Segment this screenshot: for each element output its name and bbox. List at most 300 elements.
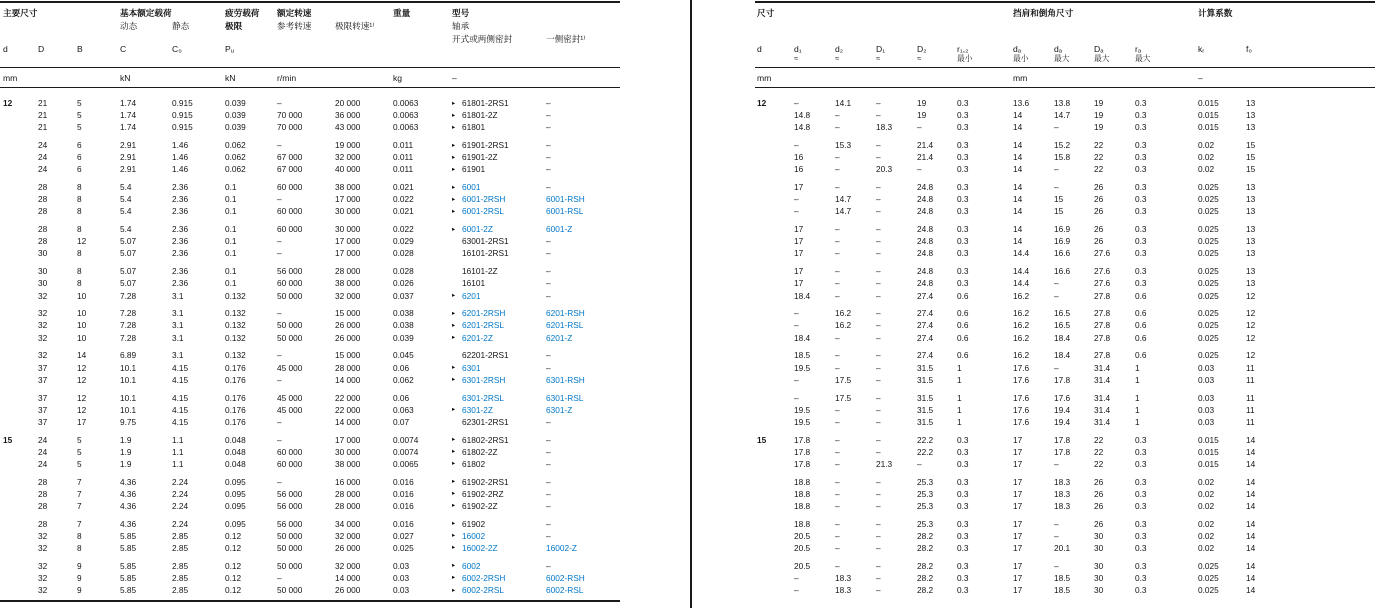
- bearing-link[interactable]: 6001-Z: [546, 224, 573, 235]
- cell: 24: [38, 140, 48, 151]
- cell: –: [835, 290, 840, 301]
- cell: 0.132: [225, 308, 246, 319]
- cell: 0.095: [225, 488, 246, 499]
- column-letter: d₁: [794, 44, 802, 54]
- cell: –: [876, 530, 881, 541]
- cell: 16.2: [1013, 308, 1030, 319]
- bearing-link[interactable]: 6301-RSL: [546, 392, 584, 403]
- bearing-link[interactable]: 6002-2RSH: [462, 572, 506, 583]
- cell: 26: [1094, 194, 1104, 205]
- cell: 0.1: [225, 278, 237, 289]
- cell: 17: [1013, 518, 1023, 529]
- units-row: [755, 72, 1375, 83]
- cell: 0.025: [1198, 350, 1219, 361]
- cell: 50 000: [277, 542, 303, 553]
- column-sublabel: 最大: [1054, 54, 1070, 63]
- cell: –: [835, 350, 840, 361]
- cell: 0.176: [225, 362, 246, 373]
- bearing-link[interactable]: 6201-2Z: [462, 332, 493, 343]
- cell: 28: [38, 500, 48, 511]
- cell: 0.3: [1135, 572, 1147, 583]
- cell: 17: [794, 278, 804, 289]
- table-row: [755, 290, 1375, 302]
- cell: 7.28: [120, 332, 137, 343]
- cell: 0.025: [1198, 290, 1219, 301]
- bearing-link[interactable]: 6201: [462, 290, 481, 301]
- cell: 24: [38, 434, 48, 445]
- cell: 0.02: [1198, 530, 1215, 541]
- cell: 28: [38, 476, 48, 487]
- cell: 0.028: [393, 266, 414, 277]
- table-row: [0, 542, 690, 554]
- cell: –: [1054, 530, 1059, 541]
- cell: 31.4: [1094, 362, 1111, 373]
- column-letter: C₀: [172, 44, 182, 54]
- cell: 0.3: [957, 224, 969, 235]
- cell: 0.3: [1135, 248, 1147, 259]
- cell: –: [835, 236, 840, 247]
- cell: 2.36: [172, 266, 189, 277]
- cell: 0.015: [1198, 110, 1219, 121]
- table-row: [755, 139, 1375, 151]
- cell: 14.4: [1013, 266, 1030, 277]
- column-letter: rₐ: [1135, 44, 1142, 54]
- cell: 18.3: [1054, 500, 1071, 511]
- bearing-designation: 63001-2RS1: [462, 236, 509, 247]
- bearing-designation-seal: –: [546, 122, 551, 133]
- cell: 14: [1013, 224, 1023, 235]
- bearing-designation: 61902-2RS1: [462, 476, 509, 487]
- table-row: [755, 374, 1375, 386]
- cell: –: [876, 518, 881, 529]
- bearing-link[interactable]: 6001: [462, 182, 481, 193]
- cell: 28 000: [335, 488, 361, 499]
- link-arrow-icon: ▸: [452, 195, 456, 203]
- cell: 0.02: [1198, 542, 1215, 553]
- cell: 14: [1013, 194, 1023, 205]
- bearing-designation: 61902: [462, 518, 486, 529]
- cell: 60 000: [277, 224, 303, 235]
- cell: –: [794, 140, 799, 151]
- cell: 14: [1013, 164, 1023, 175]
- column-letter: d: [3, 44, 8, 54]
- cell: 0.1: [225, 266, 237, 277]
- cell: 0.07: [393, 416, 410, 427]
- table-row: [755, 572, 1375, 584]
- link-arrow-icon: ▸: [452, 586, 456, 594]
- cell: 0.011: [393, 140, 414, 151]
- bearing-link[interactable]: 6002-2RSL: [462, 585, 504, 596]
- cell: 0.3: [1135, 152, 1147, 163]
- header-mass: 重量: [393, 8, 411, 18]
- cell: 25.3: [917, 488, 934, 499]
- cell: 17: [794, 266, 804, 277]
- cell: 31.4: [1094, 392, 1111, 403]
- table-row: [0, 223, 690, 235]
- cell: 28.2: [917, 585, 934, 596]
- cell: 56 000: [277, 518, 303, 529]
- bearing-link[interactable]: 6301-Z: [546, 404, 573, 415]
- cell: 22.2: [917, 446, 934, 457]
- cell: 16 000: [335, 476, 361, 487]
- bearing-link[interactable]: 6201-2RSH: [462, 308, 506, 319]
- cell: –: [917, 458, 922, 469]
- cell: 2.36: [172, 206, 189, 217]
- cell: –: [876, 434, 881, 445]
- bearing-link[interactable]: 6002-RSL: [546, 585, 584, 596]
- cell: 3.1: [172, 290, 184, 301]
- bearing-link[interactable]: 6201-RSL: [546, 320, 584, 331]
- header-open-or-sealed-both: 开式或两侧密封: [452, 34, 513, 44]
- cell: –: [794, 206, 799, 217]
- cell: 0.132: [225, 350, 246, 361]
- top-rule: [755, 1, 1375, 3]
- cell: 1: [957, 404, 962, 415]
- bearing-designation-seal: –: [546, 110, 551, 121]
- header-sealed-one-side: 一侧密封¹⁾: [546, 34, 586, 44]
- cell: 60 000: [277, 206, 303, 217]
- link-arrow-icon: ▸: [452, 141, 456, 149]
- table-row: [0, 319, 690, 331]
- cell: 15 000: [335, 350, 361, 361]
- table-row: [0, 446, 690, 458]
- cell: 31.4: [1094, 404, 1111, 415]
- cell: 1: [1135, 362, 1140, 373]
- cell: 0.011: [393, 164, 414, 175]
- cell: 14.8: [794, 122, 811, 133]
- row-group: [755, 349, 1375, 385]
- cell: 1.46: [172, 152, 189, 163]
- cell: –: [876, 182, 881, 193]
- cell: 0.0063: [393, 98, 419, 108]
- cell: 0.03: [393, 560, 410, 571]
- panel-divider: [690, 0, 692, 608]
- cell: 28: [38, 182, 48, 193]
- link-arrow-icon: ▸: [452, 99, 456, 107]
- table-row: [755, 500, 1375, 512]
- table-row: [755, 235, 1375, 247]
- table-row: [755, 205, 1375, 217]
- table-row: [0, 374, 690, 386]
- cell: –: [835, 164, 840, 175]
- cell: 6: [77, 164, 82, 175]
- cell: 15.2: [1054, 140, 1071, 151]
- bearing-link[interactable]: 6301-2RSL: [462, 392, 504, 403]
- cell: 14: [1246, 585, 1256, 596]
- cell: –: [277, 416, 282, 427]
- cell: –: [876, 320, 881, 331]
- cell: 10.1: [120, 362, 137, 373]
- cell: 0.06: [393, 362, 410, 373]
- cell: 28.2: [917, 530, 934, 541]
- header-reference-speed: 参考转速: [277, 21, 312, 31]
- cell: 15: [1054, 194, 1064, 205]
- bearing-link[interactable]: 6001-RSH: [546, 194, 585, 205]
- link-arrow-icon: ▸: [452, 207, 456, 215]
- cell: 0.02: [1198, 518, 1215, 529]
- cell: 0.03: [393, 585, 410, 596]
- cell: 1: [957, 374, 962, 385]
- table-row: [755, 332, 1375, 344]
- cell: 10.1: [120, 404, 137, 415]
- bearing-link[interactable]: 6001-RSL: [546, 206, 584, 217]
- cell: 7: [77, 500, 82, 511]
- cell: –: [1054, 560, 1059, 571]
- bearing-link[interactable]: 16002-Z: [546, 542, 577, 553]
- cell: 0.3: [1135, 140, 1147, 151]
- cell: 0.039: [225, 98, 246, 108]
- cell: 60 000: [277, 458, 303, 469]
- table-row: [755, 319, 1375, 331]
- cell: 17.6: [1013, 374, 1030, 385]
- link-arrow-icon: ▸: [452, 321, 456, 329]
- cell: 27.4: [917, 320, 934, 331]
- cell: –: [876, 362, 881, 373]
- cell: 0.915: [172, 98, 193, 108]
- table-row: [0, 362, 690, 374]
- cell: 2.36: [172, 236, 189, 247]
- cell: 24.8: [917, 206, 934, 217]
- bearing-designation-seal: –: [546, 278, 551, 289]
- table-row: [0, 476, 690, 488]
- bore-diameter-label: 12: [3, 98, 13, 108]
- cell: 12: [1246, 290, 1256, 301]
- cell: –: [876, 350, 881, 361]
- cell: 0.3: [1135, 194, 1147, 205]
- column-sublabel: ≈: [835, 54, 840, 63]
- cell: 0.12: [225, 542, 242, 553]
- cell: 0.039: [393, 332, 414, 343]
- cell: 7: [77, 488, 82, 499]
- cell: 26: [1094, 488, 1104, 499]
- cell: 1: [1135, 404, 1140, 415]
- cell: 32: [38, 572, 48, 583]
- cell: 0.0074: [393, 446, 419, 457]
- cell: 0.02: [1198, 140, 1215, 151]
- cell: 0.3: [957, 122, 969, 133]
- bearing-designation-seal: –: [546, 182, 551, 193]
- bearing-designation: 61801: [462, 122, 486, 133]
- cell: 14: [1246, 488, 1256, 499]
- cell: 18.5: [794, 350, 811, 361]
- cell: 1: [1135, 374, 1140, 385]
- bearing-link[interactable]: 6201-RSH: [546, 308, 585, 319]
- column-sublabels-row: [755, 53, 1375, 64]
- cell: 13: [1246, 266, 1256, 277]
- unit-label: mm: [1013, 73, 1028, 83]
- cell: 5: [77, 98, 82, 108]
- cell: 24.8: [917, 266, 934, 277]
- table-row: [755, 121, 1375, 133]
- bearing-link[interactable]: 6201-2RSL: [462, 320, 504, 331]
- cell: –: [876, 374, 881, 385]
- bearing-link[interactable]: 6301-2RSH: [462, 374, 506, 385]
- cell: 37: [38, 362, 48, 373]
- column-sublabel: ≈: [917, 54, 922, 63]
- cell: 32: [38, 350, 48, 361]
- bearing-link[interactable]: 6301-2Z: [462, 404, 493, 415]
- bearing-designation-seal: –: [546, 98, 551, 108]
- cell: 45 000: [277, 404, 303, 415]
- cell: 6: [77, 152, 82, 163]
- row-group: [755, 97, 1375, 133]
- cell: 10.1: [120, 392, 137, 403]
- link-arrow-icon: ▸: [452, 478, 456, 486]
- cell: 20.5: [794, 560, 811, 571]
- cell: 12: [77, 392, 87, 403]
- column-sublabel: ≈: [794, 54, 799, 63]
- cell: 1: [1135, 416, 1140, 427]
- cell: –: [876, 266, 881, 277]
- cell: 0.3: [957, 164, 969, 175]
- cell: 14: [1246, 542, 1256, 553]
- cell: 17.6: [1013, 404, 1030, 415]
- cell: 19: [917, 98, 927, 108]
- bearing-link[interactable]: 6002: [462, 560, 481, 571]
- table-row: [0, 290, 690, 302]
- bearing-designation: 61901-2RS1: [462, 140, 509, 151]
- bearing-link[interactable]: 16002-2Z: [462, 542, 498, 553]
- cell: 4.15: [172, 362, 189, 373]
- column-letter: d: [757, 44, 762, 54]
- cell: 0.015: [1198, 434, 1219, 445]
- cell: 18.5: [1054, 572, 1071, 583]
- row-group: [755, 265, 1375, 301]
- cell: 1: [957, 416, 962, 427]
- header-fatigue-limit: 极限: [225, 21, 243, 31]
- cell: 8: [77, 182, 82, 193]
- cell: 30: [1094, 585, 1104, 596]
- cell: 10: [77, 332, 87, 343]
- row-group: [755, 139, 1375, 175]
- cell: –: [794, 194, 799, 205]
- table-row: [0, 193, 690, 205]
- column-letter: Dₐ: [1094, 44, 1104, 54]
- cell: 37: [38, 404, 48, 415]
- table-row: [755, 434, 1375, 446]
- cell: –: [876, 152, 881, 163]
- table-row: [755, 181, 1375, 193]
- header-rule: [755, 67, 1375, 68]
- cell: 21: [38, 122, 48, 133]
- cell: 0.0063: [393, 110, 419, 121]
- cell: 18.4: [794, 290, 811, 301]
- cell: 0.015: [1198, 458, 1219, 469]
- cell: –: [876, 416, 881, 427]
- cell: –: [835, 224, 840, 235]
- cell: 14: [1013, 152, 1023, 163]
- cell: 4.15: [172, 416, 189, 427]
- cell: 0.029: [393, 236, 414, 247]
- bearing-link[interactable]: 16002: [462, 530, 486, 541]
- bearing-designation-seal: –: [546, 152, 551, 163]
- cell: 16: [794, 152, 804, 163]
- cell: 0.3: [957, 182, 969, 193]
- table-row: [755, 277, 1375, 289]
- bearing-link[interactable]: 6301: [462, 362, 481, 373]
- cell: 18.3: [835, 585, 852, 596]
- cell: 17: [1013, 530, 1023, 541]
- cell: 38 000: [335, 278, 361, 289]
- cell: 11: [1246, 362, 1255, 373]
- cell: 0.0074: [393, 434, 419, 445]
- table-row: [0, 277, 690, 289]
- cell: 18.4: [794, 332, 811, 343]
- cell: 0.3: [957, 560, 969, 571]
- table-row: [755, 530, 1375, 542]
- cell: 0.1: [225, 194, 237, 205]
- cell: 0.039: [225, 110, 246, 121]
- cell: 0.038: [393, 320, 414, 331]
- cell: 24.8: [917, 236, 934, 247]
- bearing-designation: 62301-2RS1: [462, 416, 509, 427]
- cell: 18.4: [1054, 350, 1071, 361]
- bearing-designation-seal: –: [546, 488, 551, 499]
- header-static: 静态: [172, 21, 190, 31]
- link-arrow-icon: ▸: [452, 436, 456, 444]
- bearing-link[interactable]: 6001-2Z: [462, 224, 493, 235]
- cell: 22 000: [335, 404, 361, 415]
- cell: 14: [1246, 500, 1256, 511]
- cell: 14.7: [1054, 110, 1071, 121]
- bearing-designation: 61801-2Z: [462, 110, 498, 121]
- cell: –: [876, 542, 881, 553]
- column-letter: f₀: [1246, 44, 1252, 54]
- table-row: [0, 139, 690, 151]
- cell: 0.03: [1198, 392, 1215, 403]
- cell: 14: [1246, 434, 1256, 445]
- bearing-link[interactable]: 6002-RSH: [546, 572, 585, 583]
- cell: 26 000: [335, 542, 361, 553]
- cell: 0.3: [957, 206, 969, 217]
- cell: 14.4: [1013, 278, 1030, 289]
- cell: 14: [1013, 122, 1023, 133]
- bearing-designation-seal: –: [546, 500, 551, 511]
- cell: 0.6: [957, 332, 969, 343]
- cell: 8: [77, 206, 82, 217]
- bearing-link[interactable]: 6201-Z: [546, 332, 573, 343]
- cell: 0.025: [1198, 206, 1219, 217]
- row-group: [755, 476, 1375, 512]
- cell: 18.4: [1054, 332, 1071, 343]
- cell: 0.1: [225, 206, 237, 217]
- cell: 0.12: [225, 572, 242, 583]
- cell: 5: [77, 458, 82, 469]
- cell: 0.021: [393, 206, 414, 217]
- bearing-link[interactable]: 6001-2RSL: [462, 206, 504, 217]
- cell: –: [876, 572, 881, 583]
- bearing-link[interactable]: 6001-2RSH: [462, 194, 506, 205]
- cell: –: [1054, 182, 1059, 193]
- cell: 0.022: [393, 194, 414, 205]
- cell: 17: [1013, 542, 1023, 553]
- section-title-dimensions: 尺寸: [757, 8, 775, 18]
- cell: 17: [1013, 476, 1023, 487]
- cell: 0.025: [1198, 194, 1219, 205]
- table-row: [0, 392, 690, 404]
- cell: 13.8: [1054, 98, 1071, 108]
- table-row: [0, 235, 690, 247]
- cell: 12: [77, 374, 87, 385]
- bearing-designation-seal: –: [546, 446, 551, 457]
- cell: –: [876, 500, 881, 511]
- bearing-link[interactable]: 6301-RSH: [546, 374, 585, 385]
- table-row: [755, 518, 1375, 530]
- link-arrow-icon: ▸: [452, 520, 456, 528]
- table-row: [755, 163, 1375, 175]
- cell: 14: [1246, 560, 1256, 571]
- cell: 21.4: [917, 152, 934, 163]
